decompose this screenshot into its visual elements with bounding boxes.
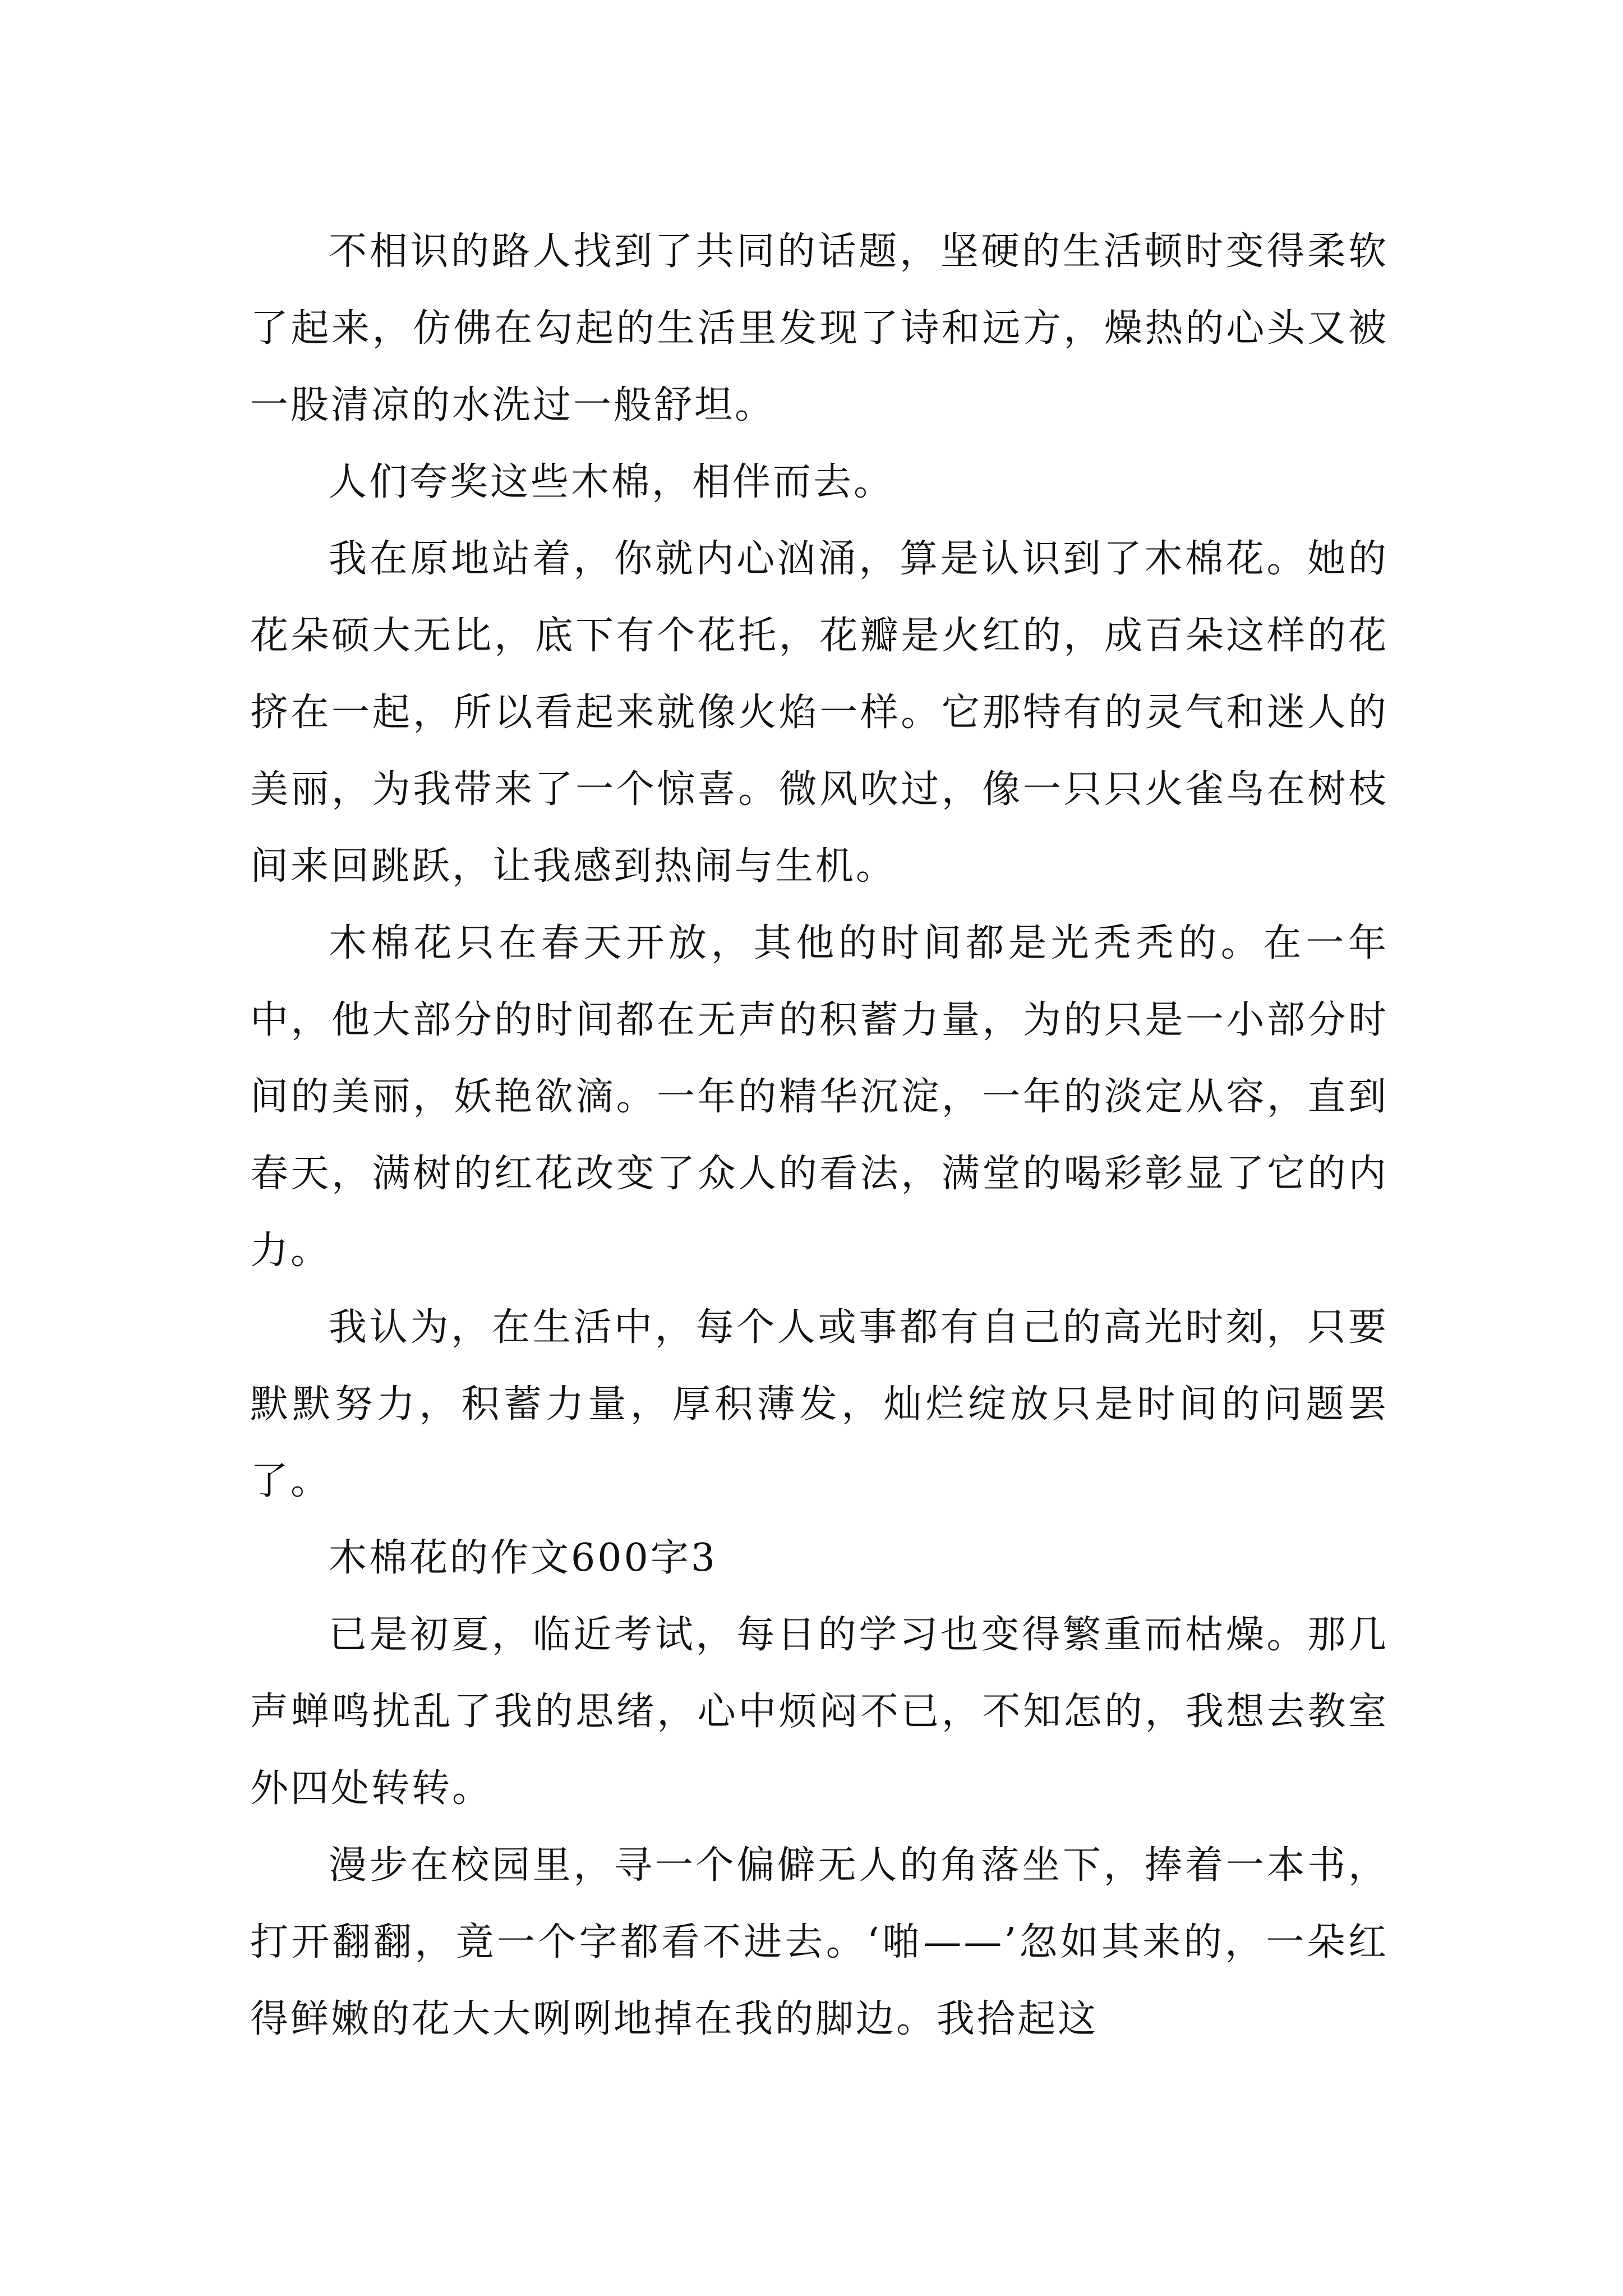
paragraph: 已是初夏，临近考试，每日的学习也变得繁重而枯燥。那几声蝉鸣扰乱了我的思绪，心中烦闷不已，不知怎的，我想去教室外四处转转。: [250, 1613, 1389, 1811]
paragraph: 不相识的路人找到了共同的话题，坚硬的生活顿时变得柔软了起来，仿佛在勾起的生活里发现了诗和远方，燥热的心头又被一股清凉的水洗过一般舒坦。: [250, 229, 1389, 427]
paragraph: 木棉花只在春天开放，其他的时间都是光秃秃的。在一年中，他大部分的时间都在无声的积蓄力量，为的只是一小部分时间的美丽，妖艳欲滴。一年的精华沉淀，一年的淡定从容，直到春天，满树的红花改变了众人的看法，满堂的喝彩彰显了它的内力。: [250, 921, 1389, 1273]
paragraph: 漫步在校园里，寻一个偏僻无人的角落坐下，捧着一本书，打开翻翻，竟一个字都看不进去。‘啪——’忽如其来的，一朵红得鲜嫩的花大大咧咧地掉在我的脚边。我拾起这: [250, 1843, 1389, 2041]
document-body: [250, 213, 1389, 2058]
paragraph: 我在原地站着，你就内心汹涌，算是认识到了木棉花。她的花朵硕大无比，底下有个花托，花瓣是火红的，成百朵这样的花挤在一起，所以看起来就像火焰一样。它那特有的灵气和迷人的美丽，为我带来了一个惊喜。微风吹过，像一只只火雀鸟在树枝间来回跳跃，让我感到热闹与生机。: [250, 537, 1389, 889]
section-heading: 木棉花的作文600字3: [329, 1536, 718, 1580]
paragraph: 人们夸奖这些木棉，相伴而去。: [329, 460, 895, 504]
paragraph: 我认为，在生活中，每个人或事都有自己的高光时刻，只要默默努力，积蓄力量，厚积薄发，灿烂绽放只是时间的问题罢了。: [250, 1305, 1389, 1503]
